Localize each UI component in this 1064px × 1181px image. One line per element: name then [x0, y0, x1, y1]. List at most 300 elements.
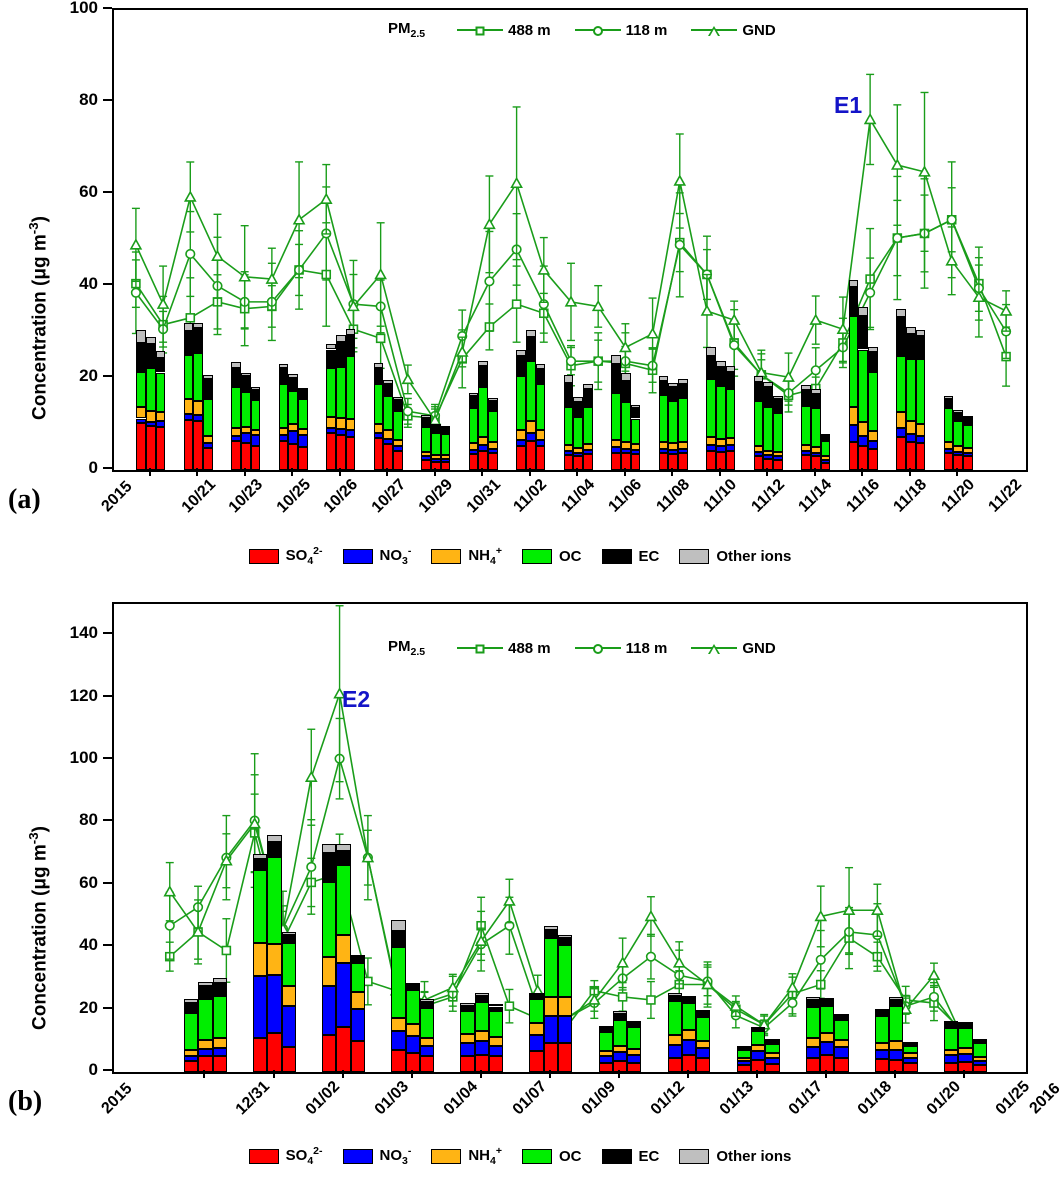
stacked-bar: [944, 10, 954, 470]
bar-segment-NH4: [682, 1030, 696, 1040]
bar-segment-NO3: [953, 452, 963, 456]
bar-segment-Other: [488, 398, 498, 401]
bar-segment-EC: [773, 399, 783, 413]
bar-segment-SO4: [765, 1064, 779, 1072]
bar-segment-EC: [973, 1041, 987, 1043]
bar-segment-Other: [806, 997, 820, 1000]
species-swatch-other-ions: [679, 1149, 709, 1164]
species-label-ammonium: $NH_4^+$: [468, 545, 502, 567]
bar-segment-NH4: [336, 935, 350, 962]
bar-segment-NO3: [659, 449, 669, 454]
bar-segment-NH4: [611, 440, 621, 447]
species-label-organic-carbon: OC: [559, 1147, 582, 1165]
stacked-bar: [801, 10, 811, 470]
bar-segment-NO3: [193, 415, 203, 421]
bar-segment-SO4: [763, 459, 773, 470]
bar-segment-EC: [544, 930, 558, 938]
bar-segment-Other: [903, 1042, 917, 1044]
x-tick-mark: [671, 468, 673, 476]
bar-segment-SO4: [441, 462, 451, 470]
bar-segment-OC: [631, 419, 641, 445]
bar-segment-OC: [489, 1011, 503, 1037]
bar-segment-NH4: [251, 430, 261, 436]
x-tick-mark: [963, 1070, 965, 1078]
bar-segment-OC: [298, 399, 308, 428]
bar-segment-NH4: [536, 430, 546, 440]
bar-segment-NH4: [944, 1050, 958, 1056]
bar-segment-SO4: [573, 456, 583, 470]
bar-segment-NH4: [213, 1038, 227, 1048]
bar-segment-OC: [627, 1027, 641, 1049]
bar-segment-NO3: [526, 433, 536, 440]
y-tick-mark: [103, 7, 112, 9]
stacked-bar: [529, 604, 543, 1072]
bar-segment-SO4: [544, 1043, 558, 1072]
bar-segment-NO3: [322, 986, 336, 1035]
bar-segment-EC: [374, 368, 384, 385]
bar-segment-Other: [953, 410, 963, 413]
bar-segment-Other: [875, 1009, 889, 1011]
bar-segment-EC: [916, 336, 926, 359]
bar-segment-OC: [737, 1050, 751, 1058]
x-tick-mark: [481, 468, 483, 476]
bar-segment-NO3: [184, 414, 194, 420]
x-tick-label: 10/26: [320, 476, 362, 517]
stacked-bar: [621, 10, 631, 470]
bar-segment-SO4: [267, 1033, 281, 1072]
bar-segment-EC: [583, 389, 593, 407]
stacked-bar: [668, 10, 678, 470]
bar-segment-NO3: [613, 1052, 627, 1061]
bar-segment-NO3: [611, 447, 621, 453]
bar-segment-NH4: [903, 1053, 917, 1057]
bar-segment-OC: [806, 1007, 820, 1038]
bar-segment-Other: [963, 416, 973, 418]
stacked-bar: [231, 10, 241, 470]
stacked-bar: [526, 10, 536, 470]
bar-segment-NH4: [441, 455, 451, 459]
bar-segment-OC: [706, 379, 716, 437]
bar-segment-OC: [351, 963, 365, 991]
bar-segment-Other: [726, 366, 736, 372]
bar-segment-NO3: [393, 446, 403, 451]
bar-segment-Other: [958, 1022, 972, 1024]
bar-segment-Other: [916, 330, 926, 336]
x-tick-label: 11/02: [510, 476, 551, 516]
legend-item-118m: [575, 22, 668, 39]
bar-segment-Other: [716, 361, 726, 367]
bar-segment-SO4: [668, 1058, 682, 1072]
bar-segment-Other: [279, 364, 289, 368]
y-tick-mark: [103, 632, 112, 634]
bar-segment-SO4: [716, 452, 726, 470]
species-swatch-nitrate: [343, 1149, 373, 1164]
panel-b-series-legend: [388, 638, 792, 658]
bar-segment-Other: [526, 330, 536, 336]
bar-segment-Other: [611, 355, 621, 364]
bar-segment-OC: [558, 945, 572, 996]
bar-segment-NO3: [489, 1046, 503, 1057]
stacked-bar: [737, 604, 751, 1072]
bar-segment-NO3: [391, 1031, 405, 1049]
bar-segment-SO4: [251, 446, 261, 470]
bar-segment-NO3: [406, 1036, 420, 1053]
bar-segment-SO4: [944, 453, 954, 470]
stacked-bar: [811, 10, 821, 470]
bar-segment-EC: [526, 337, 536, 361]
bar-segment-OC: [820, 1006, 834, 1033]
bar-segment-NH4: [668, 1035, 682, 1044]
bar-segment-OC: [288, 391, 298, 424]
bar-segment-SO4: [383, 444, 393, 470]
bar-segment-EC: [391, 931, 405, 947]
bar-segment-NO3: [536, 440, 546, 446]
species-label-elemental-carbon: EC: [638, 1147, 660, 1165]
bar-segment-NH4: [478, 437, 488, 445]
bar-segment-Other: [253, 854, 267, 860]
line-sample-gnd: [691, 29, 737, 31]
bar-segment-EC: [765, 1041, 779, 1043]
bar-segment-OC: [374, 384, 384, 424]
species-swatch-other-ions: [679, 549, 709, 564]
bar-segment-NO3: [754, 452, 764, 457]
x-tick-label: 01/17: [785, 1078, 827, 1119]
bar-segment-NO3: [203, 443, 213, 448]
bar-segment-Other: [336, 335, 346, 342]
bar-segment-Other: [431, 424, 441, 426]
bar-segment-Other: [298, 388, 308, 390]
bar-segment-NH4: [737, 1058, 751, 1061]
stacked-bar: [336, 604, 350, 1072]
bar-segment-NH4: [346, 419, 356, 429]
species-label-elemental-carbon: EC: [638, 547, 660, 565]
bar-segment-NH4: [726, 438, 736, 445]
bar-segment-Other: [460, 1003, 474, 1005]
x-tick-label: 11/14: [795, 476, 836, 516]
bar-segment-Other: [146, 337, 156, 344]
panel-a-y-axis-label: Concentration (μg $m^{-3}$): [26, 216, 51, 420]
bar-segment-EC: [944, 1023, 958, 1027]
bar-segment-NH4: [754, 446, 764, 452]
stacked-bar: [406, 604, 420, 1072]
bar-segment-SO4: [469, 454, 479, 470]
bar-segment-SO4: [916, 443, 926, 470]
bar-segment-NH4: [193, 401, 203, 415]
bar-segment-NO3: [351, 1009, 365, 1041]
bar-segment-EC: [726, 372, 736, 389]
legend-label-488m-b: 488 m: [508, 639, 551, 657]
bar-segment-OC: [958, 1028, 972, 1048]
triangle-marker-icon: [708, 644, 720, 654]
bar-segment-OC: [469, 408, 479, 443]
bar-segment-EC: [682, 998, 696, 1003]
stacked-bar: [906, 10, 916, 470]
bar-segment-NO3: [441, 459, 451, 462]
species-legend-item-organic-carbon: [522, 548, 582, 565]
stacked-bar: [773, 10, 783, 470]
bar-segment-SO4: [529, 1051, 543, 1072]
bar-segment-EC: [336, 342, 346, 367]
bar-segment-EC: [529, 995, 543, 999]
bar-segment-Other: [944, 1021, 958, 1023]
bar-segment-OC: [193, 353, 203, 401]
x-tick-label: 10/29: [415, 476, 457, 517]
line-sample-gnd-b: [691, 647, 737, 649]
stacked-bar: [213, 604, 227, 1072]
bar-segment-OC: [536, 384, 546, 429]
y-tick-label: 40: [79, 935, 98, 955]
bar-segment-EC: [231, 368, 241, 387]
bar-segment-NH4: [203, 436, 213, 443]
bar-segment-SO4: [421, 460, 431, 470]
legend-item-gnd-b: [691, 640, 775, 657]
bar-segment-SO4: [203, 448, 213, 470]
species-legend-item-nitrate: [343, 545, 412, 567]
bar-segment-EC: [801, 390, 811, 406]
bar-segment-SO4: [811, 456, 821, 470]
bar-segment-NO3: [801, 451, 811, 456]
x-tick-label: 01/12: [647, 1078, 689, 1119]
bar-segment-Other: [374, 363, 384, 368]
bar-segment-Other: [765, 1039, 779, 1041]
stacked-bar: [573, 10, 583, 470]
x-tick-label: 12/31: [233, 1078, 274, 1119]
stacked-bar: [251, 10, 261, 470]
x-tick-label: 11/16: [843, 476, 883, 516]
bar-segment-NH4: [288, 424, 298, 431]
bar-segment-NH4: [868, 431, 878, 441]
bar-segment-OC: [875, 1016, 889, 1042]
bar-segment-NO3: [706, 445, 716, 451]
bar-segment-NH4: [896, 412, 906, 428]
y-tick-label: 140: [69, 623, 98, 643]
stacked-bar: [751, 604, 765, 1072]
bar-segment-EC: [564, 383, 574, 407]
bar-segment-NH4: [849, 407, 859, 425]
line-sample-488m: [457, 29, 503, 31]
bar-segment-NO3: [820, 1042, 834, 1055]
bar-segment-EC: [406, 985, 420, 990]
bar-segment-SO4: [973, 1065, 987, 1072]
bar-segment-NO3: [716, 446, 726, 452]
species-legend-item-organic-carbon: [522, 1148, 582, 1165]
bar-segment-SO4: [322, 1035, 336, 1072]
y-tick-label: 20: [79, 366, 98, 385]
bar-segment-NH4: [621, 442, 631, 448]
stacked-bar: [896, 10, 906, 470]
bar-segment-NO3: [374, 433, 384, 438]
bar-segment-NH4: [431, 455, 441, 459]
bar-segment-OC: [282, 943, 296, 986]
bar-segment-OC: [773, 413, 783, 452]
bar-segment-NO3: [973, 1061, 987, 1065]
bar-segment-NO3: [469, 450, 479, 455]
bar-segment-NH4: [889, 1041, 903, 1049]
bar-segment-Other: [516, 350, 526, 356]
bar-segment-OC: [279, 384, 289, 428]
bar-segment-NH4: [763, 451, 773, 456]
x-tick-mark: [273, 1070, 275, 1078]
bar-segment-NH4: [659, 442, 669, 448]
bar-segment-EC: [516, 356, 526, 376]
x-tick-label: 01/04: [440, 1078, 481, 1119]
bar-segment-NH4: [298, 429, 308, 435]
bar-segment-NO3: [231, 436, 241, 441]
stacked-bar: [441, 10, 451, 470]
bar-segment-NH4: [627, 1049, 641, 1055]
line-sample-118m: [575, 29, 621, 31]
bar-segment-NO3: [627, 1055, 641, 1063]
bar-segment-OC: [336, 865, 350, 936]
stacked-bar: [599, 604, 613, 1072]
bar-segment-NH4: [529, 1023, 543, 1035]
x-tick-mark: [576, 468, 578, 476]
bar-segment-EC: [896, 317, 906, 356]
bar-segment-SO4: [754, 456, 764, 470]
bar-segment-OC: [621, 402, 631, 442]
bar-segment-Other: [906, 327, 916, 333]
bar-segment-NH4: [765, 1053, 779, 1057]
bar-segment-NH4: [469, 443, 479, 449]
x-tick-mark: [687, 1070, 689, 1078]
y-tick-label: 60: [79, 872, 98, 892]
bar-segment-SO4: [288, 444, 298, 470]
bar-segment-EC: [475, 996, 489, 1002]
bar-segment-OC: [659, 395, 669, 443]
bar-segment-EC: [868, 352, 878, 371]
x-tick-mark: [909, 468, 911, 476]
species-legend-item-ammonium: [431, 1145, 502, 1167]
bar-segment-NH4: [406, 1024, 420, 1036]
line-sample-488m-b: [457, 647, 503, 649]
bar-segment-NH4: [184, 1050, 198, 1056]
bar-segment-NH4: [631, 444, 641, 450]
panel-b: [0, 590, 1064, 1181]
bar-segment-OC: [611, 393, 621, 440]
bar-segment-NO3: [958, 1054, 972, 1062]
bar-segment-EC: [849, 287, 859, 316]
stacked-bar: [383, 10, 393, 470]
panel-b-plot-area: [112, 602, 1028, 1074]
stacked-bar: [668, 604, 682, 1072]
bar-segment-NH4: [599, 1051, 613, 1056]
bar-segment-OC: [231, 387, 241, 427]
bar-segment-NH4: [322, 957, 336, 986]
bar-segment-SO4: [558, 1043, 572, 1072]
bar-segment-EC: [488, 401, 498, 411]
bar-segment-SO4: [420, 1056, 434, 1072]
stacked-bar: [460, 604, 474, 1072]
bar-segment-NH4: [973, 1057, 987, 1061]
y-tick-label: 100: [69, 0, 98, 17]
bar-segment-Other: [706, 347, 716, 356]
stacked-bar: [241, 10, 251, 470]
bar-segment-SO4: [611, 453, 621, 470]
species-legend-item-elemental-carbon: [602, 1148, 660, 1165]
bar-segment-SO4: [374, 438, 384, 470]
bar-segment-NO3: [821, 460, 831, 463]
x-tick-label: 11/20: [938, 476, 978, 516]
bar-segment-SO4: [621, 453, 631, 470]
legend-label-gnd-b: GND: [742, 639, 776, 657]
bar-segment-NO3: [475, 1041, 489, 1055]
bar-segment-Other: [383, 380, 393, 384]
stacked-bar: [421, 10, 431, 470]
bar-segment-EC: [889, 1000, 903, 1006]
x-tick-label: 11/06: [605, 476, 646, 516]
bar-segment-OC: [916, 359, 926, 424]
y-tick-mark: [103, 695, 112, 697]
stacked-bar: [203, 10, 213, 470]
bar-segment-NO3: [516, 440, 526, 446]
bar-segment-EC: [858, 316, 868, 349]
stacked-bar: [544, 604, 558, 1072]
bar-segment-OC: [241, 392, 251, 427]
bar-segment-SO4: [564, 455, 574, 470]
bar-segment-NO3: [889, 1050, 903, 1060]
stacked-bar: [953, 10, 963, 470]
x-tick-label: 11/08: [653, 476, 693, 516]
x-tick-label: 01/25: [993, 1078, 1034, 1119]
bar-segment-NH4: [821, 456, 831, 460]
bar-segment-EC: [903, 1044, 917, 1046]
bar-segment-EC: [806, 1000, 820, 1007]
panel-b-year-label-right: 2016: [1026, 1080, 1064, 1118]
bar-segment-OC: [322, 882, 336, 957]
stacked-bar: [716, 10, 726, 470]
bar-segment-OC: [393, 411, 403, 440]
bar-segment-SO4: [193, 421, 203, 470]
panel-a-annotation-e1: E1: [834, 92, 863, 118]
bar-segment-NH4: [751, 1045, 765, 1051]
bar-segment-SO4: [298, 447, 308, 470]
bar-segment-NH4: [801, 445, 811, 451]
bar-segment-OC: [834, 1020, 848, 1039]
triangle-marker-icon: [708, 26, 720, 36]
bar-segment-SO4: [821, 463, 831, 470]
stacked-bar: [146, 10, 156, 470]
panel-b-year-label-left: 2015: [98, 1080, 136, 1118]
stacked-bar: [346, 10, 356, 470]
bar-segment-OC: [544, 938, 558, 996]
stacked-bar: [834, 604, 848, 1072]
bar-segment-NH4: [326, 417, 336, 428]
bar-segment-OC: [849, 316, 859, 406]
bar-segment-Other: [811, 389, 821, 394]
bar-segment-EC: [754, 382, 764, 401]
bar-segment-NO3: [241, 433, 251, 443]
bar-segment-SO4: [726, 451, 736, 470]
stacked-bar: [903, 604, 917, 1072]
x-tick-mark: [196, 468, 198, 476]
bar-segment-EC: [421, 418, 431, 427]
bar-segment-NO3: [136, 419, 146, 424]
bar-segment-Other: [391, 920, 405, 931]
bar-segment-NO3: [621, 449, 631, 454]
bar-segment-NO3: [903, 1058, 917, 1064]
bar-segment-Other: [420, 999, 434, 1002]
species-legend-item-elemental-carbon: [602, 548, 660, 565]
bar-segment-NO3: [460, 1043, 474, 1055]
bar-segment-EC: [213, 983, 227, 995]
bar-segment-NH4: [875, 1043, 889, 1050]
x-tick-mark: [825, 1070, 827, 1078]
bar-segment-NO3: [544, 1016, 558, 1042]
species-swatch-organic-carbon: [522, 1149, 552, 1164]
x-tick-mark: [411, 1070, 413, 1078]
bar-segment-NH4: [374, 424, 384, 433]
stacked-bar: [336, 10, 346, 470]
